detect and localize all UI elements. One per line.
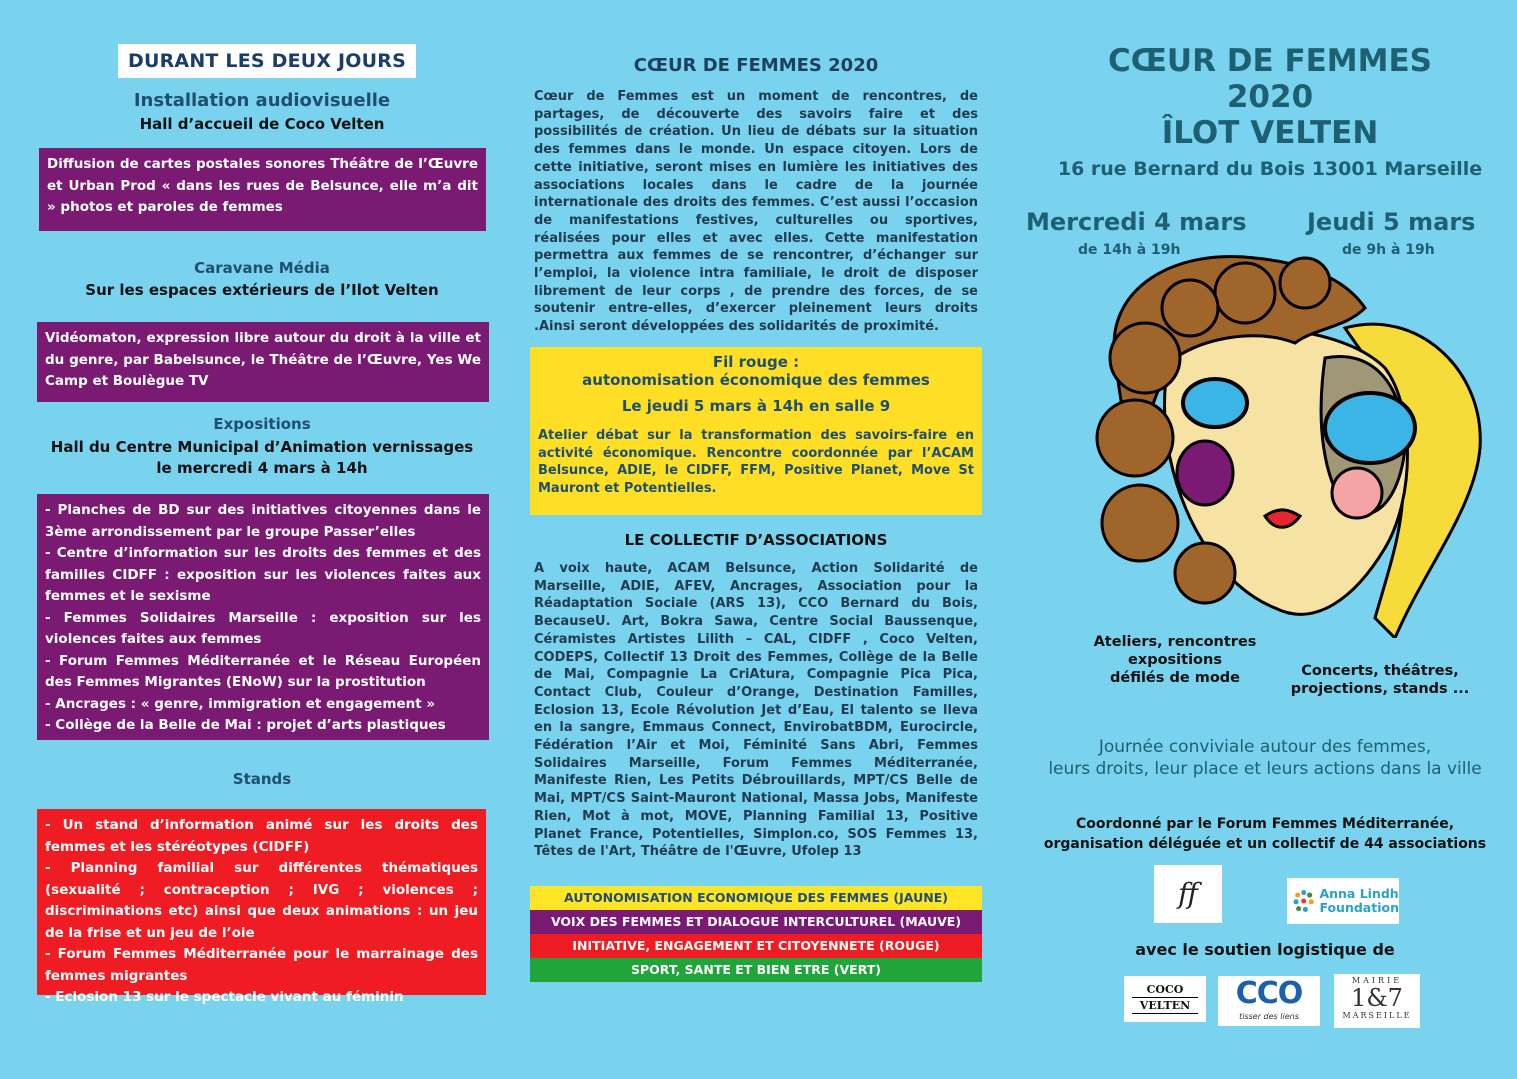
- yellow-box: [530, 347, 982, 515]
- time1: de 14h à 19h: [1078, 242, 1181, 258]
- anna-lindh-logo: [1287, 878, 1399, 924]
- section-sub-caravane: Sur les espaces extérieurs de l’Ilot Velten: [85, 281, 439, 299]
- legend: [530, 886, 982, 982]
- section-title-stands: Stands: [232, 770, 292, 788]
- time2: de 9h à 19h: [1342, 242, 1435, 258]
- section-title-installation: Installation audiovisuelle: [133, 90, 391, 111]
- coordination: [1010, 814, 1517, 854]
- box-caravane: Vidéomaton, expression libre autour du droit à la ville et du genre, par Babelsunce, le Théâtre de l’Œuvre, Yes We Camp et Boulègue TV: [37, 322, 489, 402]
- right-title-2: 2020: [1226, 79, 1314, 115]
- cco-text: CCO: [1235, 976, 1303, 1011]
- coord-1: Coordonné par le Forum Femmes Méditerranée,: [1075, 816, 1455, 832]
- anna-lindh-icon: [1291, 886, 1316, 916]
- section-title-expositions: Expositions: [213, 415, 311, 433]
- legend-yellow: AUTONOMISATION ECONOMIQUE DES FEMMES (JAUNE): [530, 886, 982, 910]
- support-text: avec le soutien logistique de: [1135, 940, 1395, 959]
- woman-face-illustration: [1095, 248, 1485, 638]
- box-stands: [37, 809, 486, 1005]
- section-sub-installation: Hall d’accueil de Coco Velten: [139, 115, 385, 133]
- header-text: DURANT LES DEUX JOURS: [118, 44, 416, 78]
- expo-item: - Femmes Solidaires Marseille : exposition sur les violences faites aux femmes: [45, 609, 481, 647]
- legend-mauve: VOIX DES FEMMES ET DIALOGUE INTERCULTUREL (MAUVE): [530, 910, 982, 934]
- act2: expositions: [1128, 652, 1222, 668]
- act3: défilés de mode: [1110, 670, 1240, 686]
- tagline-1: Journée conviviale autour des femmes,: [1098, 737, 1432, 757]
- day1: Mercredi 4 mars: [1026, 208, 1247, 236]
- section-title-caravane: Caravane Média: [194, 259, 330, 277]
- act5: projections, stands ...: [1290, 681, 1470, 697]
- mairie-num: 1&7: [1351, 984, 1403, 1012]
- expo-item: - Centre d’information sur les droits des femmes et des familles CIDFF : exposition sur les violences faites aux femmes et le sexisme: [45, 545, 481, 604]
- expo-item: - Collège de la Belle de Mai : projet d’arts plastiques: [45, 717, 446, 733]
- yellow-when: Le jeudi 5 mars à 14h en salle 9: [621, 397, 891, 415]
- address: 16 rue Bernard du Bois 13001 Marseille: [1057, 158, 1483, 180]
- day2: Jeudi 5 mars: [1307, 208, 1476, 236]
- expo-item: - Forum Femmes Méditerranée et le Réseau Européen des Femmes Migrantes (ENoW) sur la prostitution: [45, 652, 481, 690]
- ffm-logo: ff: [1154, 865, 1222, 923]
- section-sub-expositions: Hall du Centre Municipal d’Animation vernissages le mercredi 4 mars à 14h: [50, 438, 474, 477]
- stand-item: - Forum Femmes Méditerranée pour le marrainage des femmes migrantes: [45, 946, 478, 984]
- activities-1: [1085, 633, 1265, 687]
- tagline-2: leurs droits, leur place et leurs actions dans la ville: [1048, 759, 1482, 779]
- box-installation: Diffusion de cartes postales sonores Théâtre de l’Œuvre et Urban Prod « dans les rues de Belsunce, elle m’a dit » photos et paroles de femmes: [39, 148, 486, 231]
- yellow-text: Atelier débat sur la transformation des savoirs-faire en activité économique. Rencontre coordonnée par l’ACAM Belsunce, ADIE, le CIDFF, FFM, Positive Planet, Move St Mauront et Potentielles.: [538, 428, 974, 496]
- yellow-line2: autonomisation économique des femmes: [582, 371, 930, 389]
- right-title-1: CŒUR DE FEMMES: [1107, 43, 1433, 79]
- anna-line1: Anna Lindh: [1319, 886, 1399, 901]
- stand-item: - Eclosion 13 sur le spectacle vivant au féminin: [45, 989, 404, 1005]
- legend-rouge: INITIATIVE, ENGAGEMENT ET CITOYENNETE (ROUGE): [530, 934, 982, 958]
- mairie-top: MAIRIE: [1351, 976, 1403, 985]
- coco-velten-logo: [1124, 976, 1206, 1022]
- coord-2: organisation déléguée et un collectif de 44 associations: [1043, 836, 1487, 852]
- stand-item: - Un stand d’information animé sur les droits des femmes et les stéréotypes (CIDFF): [45, 817, 478, 855]
- act4: Concerts, théâtres,: [1301, 663, 1459, 679]
- legend-vert: SPORT, SANTE ET BIEN ETRE (VERT): [530, 958, 982, 982]
- intro-text: Cœur de Femmes est un moment de rencontres, de partages, de découverte des savoirs faire et des possibilités de création. Un lieu de débats sur la situation des femmes dans le monde. Un espace citoyen. Lors de cette initiative, seront mises en lumière les initiatives des associations locales dans le cadre de la journée internationale des droits des femmes. C’est aussi l’occasion de manifestations festives, culturelles ou sportives, réalisées pour elles et avec elles. Cette manifestation permettra aux femmes de se rencontrer, d’échanger sur l’emploi, la violence intra familiale, le droit de disposer librement de leur corps , de prendre des forces, de se soutenir entre-elles, d’exercer pleinement leurs droits .Ainsi seront développées des solidarités de proximité.: [534, 89, 978, 335]
- collectif-text: A voix haute, ACAM Belsunce, Action Solidarité de Marseille, ADIE, AFEV, Ancrages, Association pour la Réadaptation Sociale (ARS 13), CCO Bernard du Bois, BecauseU. Art, Bokra Sawa, Centre Social Baussenque, Céramistes Artistes Lilith – CAL, CIDFF , Coco Velten, CODEPS, Collectif 13 Droit des Femmes, Collège de la Belle de Mai, Compagnie La CriAtura, Compagnie Pica Pica, Contact Club, Couleur d’Orange, Destination Familles, Eclosion 13, Ecole Révolution Jet d’Eau, El talento se lleva en la sangre, Emmaus Connect, EnvirobatBDM, Eurocircle, Fédération l’Air et Moi, Féminité Sans Abri, Femmes Solidaires Marseille, Forum Femmes Méditerranée, Manifeste Rien, Les Petits Débrouillards, MPT/CS Belle de Mai, MPT/CS Saint-Mauront National, Massa Jobs, Manifeste Rien, Mot à mot, MOVE, Planning Familial 13, Positive Planet France, Potentielles, Simplon.co, SOS Femmes 13, Têtes de l'Art, Théâtre de l'Œuvre, Ufolep 13: [534, 561, 978, 860]
- box-expositions: [37, 494, 489, 740]
- expo-item: - Planches de BD sur des initiatives citoyennes dans le 3ème arrondissement par le groupe Passer’elles: [45, 502, 481, 540]
- anna-line2: Foundation: [1319, 900, 1399, 915]
- collectif-title: LE COLLECTIF D’ASSOCIATIONS: [624, 531, 888, 549]
- cco-subtitle: tisser des liens: [1239, 1012, 1299, 1021]
- right-title-3: ÎLOT VELTEN: [1161, 115, 1379, 151]
- tagline: [1010, 736, 1517, 780]
- stand-item: - Planning familial sur différentes thématiques (sexualité ; contraception ; IVG ; violences ; discriminations etc) ainsi que deux animations : un jeu de la frise et un jeu de l’oie: [45, 860, 478, 941]
- mairie-bottom: MARSEILLE: [1342, 1011, 1412, 1020]
- coco-line2: VELTEN: [1132, 997, 1198, 1014]
- yellow-line1: Fil rouge :: [712, 353, 800, 371]
- activities-2: [1280, 662, 1480, 698]
- cco-logo: [1218, 976, 1320, 1026]
- middle-title: CŒUR DE FEMMES 2020: [633, 55, 879, 76]
- header-label: [118, 44, 416, 78]
- act1: Ateliers, rencontres: [1093, 634, 1257, 650]
- expo-item: - Ancrages : « genre, immigration et engagement »: [45, 695, 436, 712]
- coco-line1: COCO: [1146, 983, 1184, 996]
- mairie-logo: [1334, 974, 1420, 1028]
